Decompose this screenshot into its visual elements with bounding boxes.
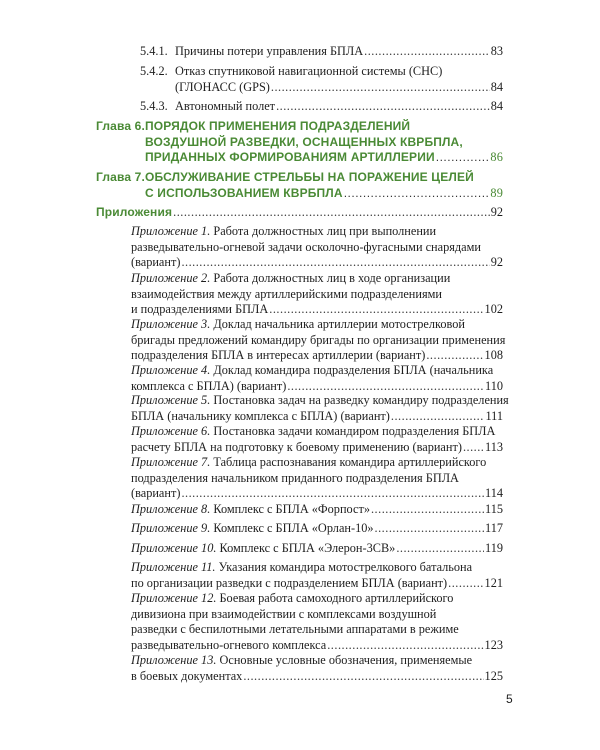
appendix-label: Приложение 5. <box>131 393 211 407</box>
leader-dots <box>344 186 490 202</box>
section-number: 5.4.3. <box>140 99 168 113</box>
appendix-title-line: (вариант) <box>131 486 181 500</box>
appendix-label: Приложение 7. <box>131 455 211 469</box>
appendix-label: Приложение 10. <box>131 541 217 555</box>
page-ref: 84 <box>490 99 503 113</box>
toc-appendix-3[interactable] <box>131 317 506 364</box>
page-ref: 119 <box>485 541 503 555</box>
leader-dots <box>287 379 484 395</box>
leader-dots <box>364 44 490 60</box>
appendix-title-line: Таблица распознавания командира артиллерийского <box>213 455 487 469</box>
chapter-title-line: ПРИДАННЫХ ФОРМИРОВАНИЯМ АРТИЛЛЕРИИ <box>145 150 435 164</box>
toc-entry-5-4-2[interactable] <box>140 64 503 95</box>
appendix-title-line: Работа должностных лиц при выполнении <box>213 224 437 238</box>
appendix-title-line: в боевых документах <box>131 668 243 683</box>
toc-appendix-8[interactable] <box>131 502 503 518</box>
appendix-label: Приложение 9. <box>131 521 211 535</box>
appendix-label: Приложение 6. <box>131 424 211 438</box>
appendix-title: Комплекс с БПЛА «Форпост» <box>213 502 370 516</box>
leader-dots <box>181 486 484 502</box>
page-ref: 92 <box>490 255 503 269</box>
appendix-title-line: подразделения начальником приданного подразделения БПЛА <box>131 470 459 485</box>
leader-dots <box>276 99 490 115</box>
page-ref: 117 <box>485 521 503 535</box>
toc-appendix-12[interactable] <box>131 591 503 653</box>
page-ref: 108 <box>484 348 503 362</box>
appendix-title-line: Доклад командира подразделения БПЛА (начальника <box>213 363 494 377</box>
appendix-title-line: разведки с беспилотными летательными аппаратами в режиме <box>131 622 459 636</box>
leader-dots <box>463 440 484 456</box>
entry-title-line: (ГЛОНАСС (GPS) <box>175 79 270 94</box>
leader-dots <box>391 409 485 425</box>
appendix-label: Приложение 4. <box>131 363 211 377</box>
toc-appendix-11[interactable] <box>131 560 503 591</box>
leader-dots <box>181 255 489 271</box>
page-ref: 84 <box>490 79 503 94</box>
page-ref: 123 <box>484 637 503 652</box>
appendix-title-line: Работа должностных лиц в ходе организации <box>213 271 451 285</box>
appendix-label: Приложение 3. <box>131 317 211 331</box>
page-ref: 83 <box>490 44 503 58</box>
appendix-title-line: дивизиона при взаимодействии с комплексами воздушной <box>131 606 437 621</box>
appendices-label: Приложения <box>96 205 173 219</box>
toc-appendix-2[interactable] <box>131 271 503 318</box>
appendix-title-line: разведывательно-огневого комплекса <box>131 637 327 652</box>
entry-title: Причины потери управления БПЛА <box>175 44 364 58</box>
leader-dots <box>396 541 484 557</box>
appendix-label: Приложение 1. <box>131 224 211 238</box>
toc-appendices[interactable] <box>96 205 503 221</box>
entry-title: Автономный полет <box>175 99 276 113</box>
appendix-title-line: Указания командира мотострелкового батальона <box>218 560 473 574</box>
page-ref: 113 <box>485 439 503 454</box>
chapter-title-line: ВОЗДУШНОЙ РАЗВЕДКИ, ОСНАЩЕННЫХ КВРБПЛА, <box>145 134 463 149</box>
appendix-label: Приложение 8. <box>131 502 211 516</box>
appendix-title: Комплекс с БПЛА «Орлан-10» <box>213 521 374 535</box>
toc-appendix-7[interactable] <box>131 455 503 502</box>
toc-appendix-10[interactable] <box>131 541 503 557</box>
page-ref: 114 <box>485 486 503 500</box>
leader-dots <box>269 302 483 318</box>
page-ref: 86 <box>490 150 503 164</box>
page-ref: 110 <box>485 378 503 393</box>
page-ref: 89 <box>490 185 503 200</box>
chapter-label: Глава 7. <box>96 170 145 184</box>
toc-appendix-1[interactable] <box>131 224 503 271</box>
leader-dots <box>436 150 490 166</box>
appendix-title-line: Доклад начальника артиллерии мотострелковой <box>213 317 465 331</box>
page-ref: 102 <box>484 302 503 316</box>
toc-appendix-6[interactable] <box>131 424 503 455</box>
page-ref: 115 <box>485 502 503 516</box>
toc-chapter-7[interactable] <box>96 170 503 201</box>
appendix-title-line: по организации разведки с подразделением БПЛА (вариант) <box>131 575 448 590</box>
appendix-label: Приложение 13. <box>131 653 217 667</box>
section-number: 5.4.2. <box>140 64 168 78</box>
leader-dots <box>448 576 483 592</box>
toc-appendix-9[interactable] <box>131 521 503 537</box>
appendix-title-line: бригады предложений командиру бригады по организации применения <box>131 332 506 347</box>
appendix-title-line: Боевая работа самоходного артиллерийского <box>219 591 454 605</box>
page-ref: 92 <box>490 205 503 219</box>
toc-appendix-4[interactable] <box>131 363 503 394</box>
leader-dots <box>243 669 483 685</box>
leader-dots <box>426 348 483 364</box>
entry-title-line: Отказ спутниковой навигационной системы (СНС) <box>175 64 443 78</box>
appendix-title-line: Постановка задачи командиром подразделения БПЛА <box>213 424 496 438</box>
appendix-title-line: подразделения БПЛА в интересах артиллерии (вариант) <box>131 348 426 362</box>
section-number: 5.4.1. <box>140 44 168 58</box>
toc-appendix-13[interactable] <box>131 653 503 684</box>
toc-entry-5-4-3[interactable] <box>140 99 503 115</box>
appendix-title-line: разведывательно-огневой задачи осколочно-фугасными снарядами <box>131 239 481 254</box>
page-ref: 121 <box>484 575 503 590</box>
chapter-label: Глава 6. <box>96 119 145 133</box>
toc-chapter-6[interactable] <box>96 119 503 166</box>
page-ref: 125 <box>484 668 503 683</box>
page-ref: 111 <box>485 408 503 423</box>
appendix-title-line: Постановка задач на разведку командиру подразделения <box>213 393 509 407</box>
appendix-title-line: и подразделениями БПЛА <box>131 302 269 316</box>
appendix-title-line: взаимодействия между артиллерийскими подразделениями <box>131 286 442 301</box>
toc-entry-5-4-1[interactable] <box>140 44 503 60</box>
leader-dots <box>371 502 484 518</box>
appendix-title-line: расчету БПЛА на подготовку к боевому применению (вариант) <box>131 439 462 454</box>
chapter-title-line: ОБСЛУЖИВАНИЕ СТРЕЛЬБЫ НА ПОРАЖЕНИЕ ЦЕЛЕЙ <box>145 170 474 184</box>
appendix-label: Приложение 11. <box>131 560 216 574</box>
toc-appendix-5[interactable] <box>131 393 509 424</box>
chapter-title-line: С ИСПОЛЬЗОВАНИЕМ КВРБПЛА <box>145 185 343 200</box>
appendix-title-line: комплекса с БПЛА) (вариант) <box>131 378 287 393</box>
appendix-title: Комплекс с БПЛА «Элерон-3СВ» <box>219 541 396 555</box>
appendix-label: Приложение 12. <box>131 591 217 605</box>
leader-dots <box>271 80 490 96</box>
page-number: 5 <box>506 692 513 706</box>
chapter-title-line: ПОРЯДОК ПРИМЕНЕНИЯ ПОДРАЗДЕЛЕНИЙ <box>145 119 411 133</box>
appendix-title-line: БПЛА (начальнику комплекса с БПЛА) (вариант) <box>131 408 390 423</box>
appendix-label: Приложение 2. <box>131 271 211 285</box>
leader-dots <box>327 638 483 654</box>
appendix-title-line: Основные условные обозначения, применяемые <box>219 653 473 667</box>
leader-dots <box>173 205 490 221</box>
leader-dots <box>375 521 484 537</box>
appendix-title-line: (вариант) <box>131 255 181 269</box>
